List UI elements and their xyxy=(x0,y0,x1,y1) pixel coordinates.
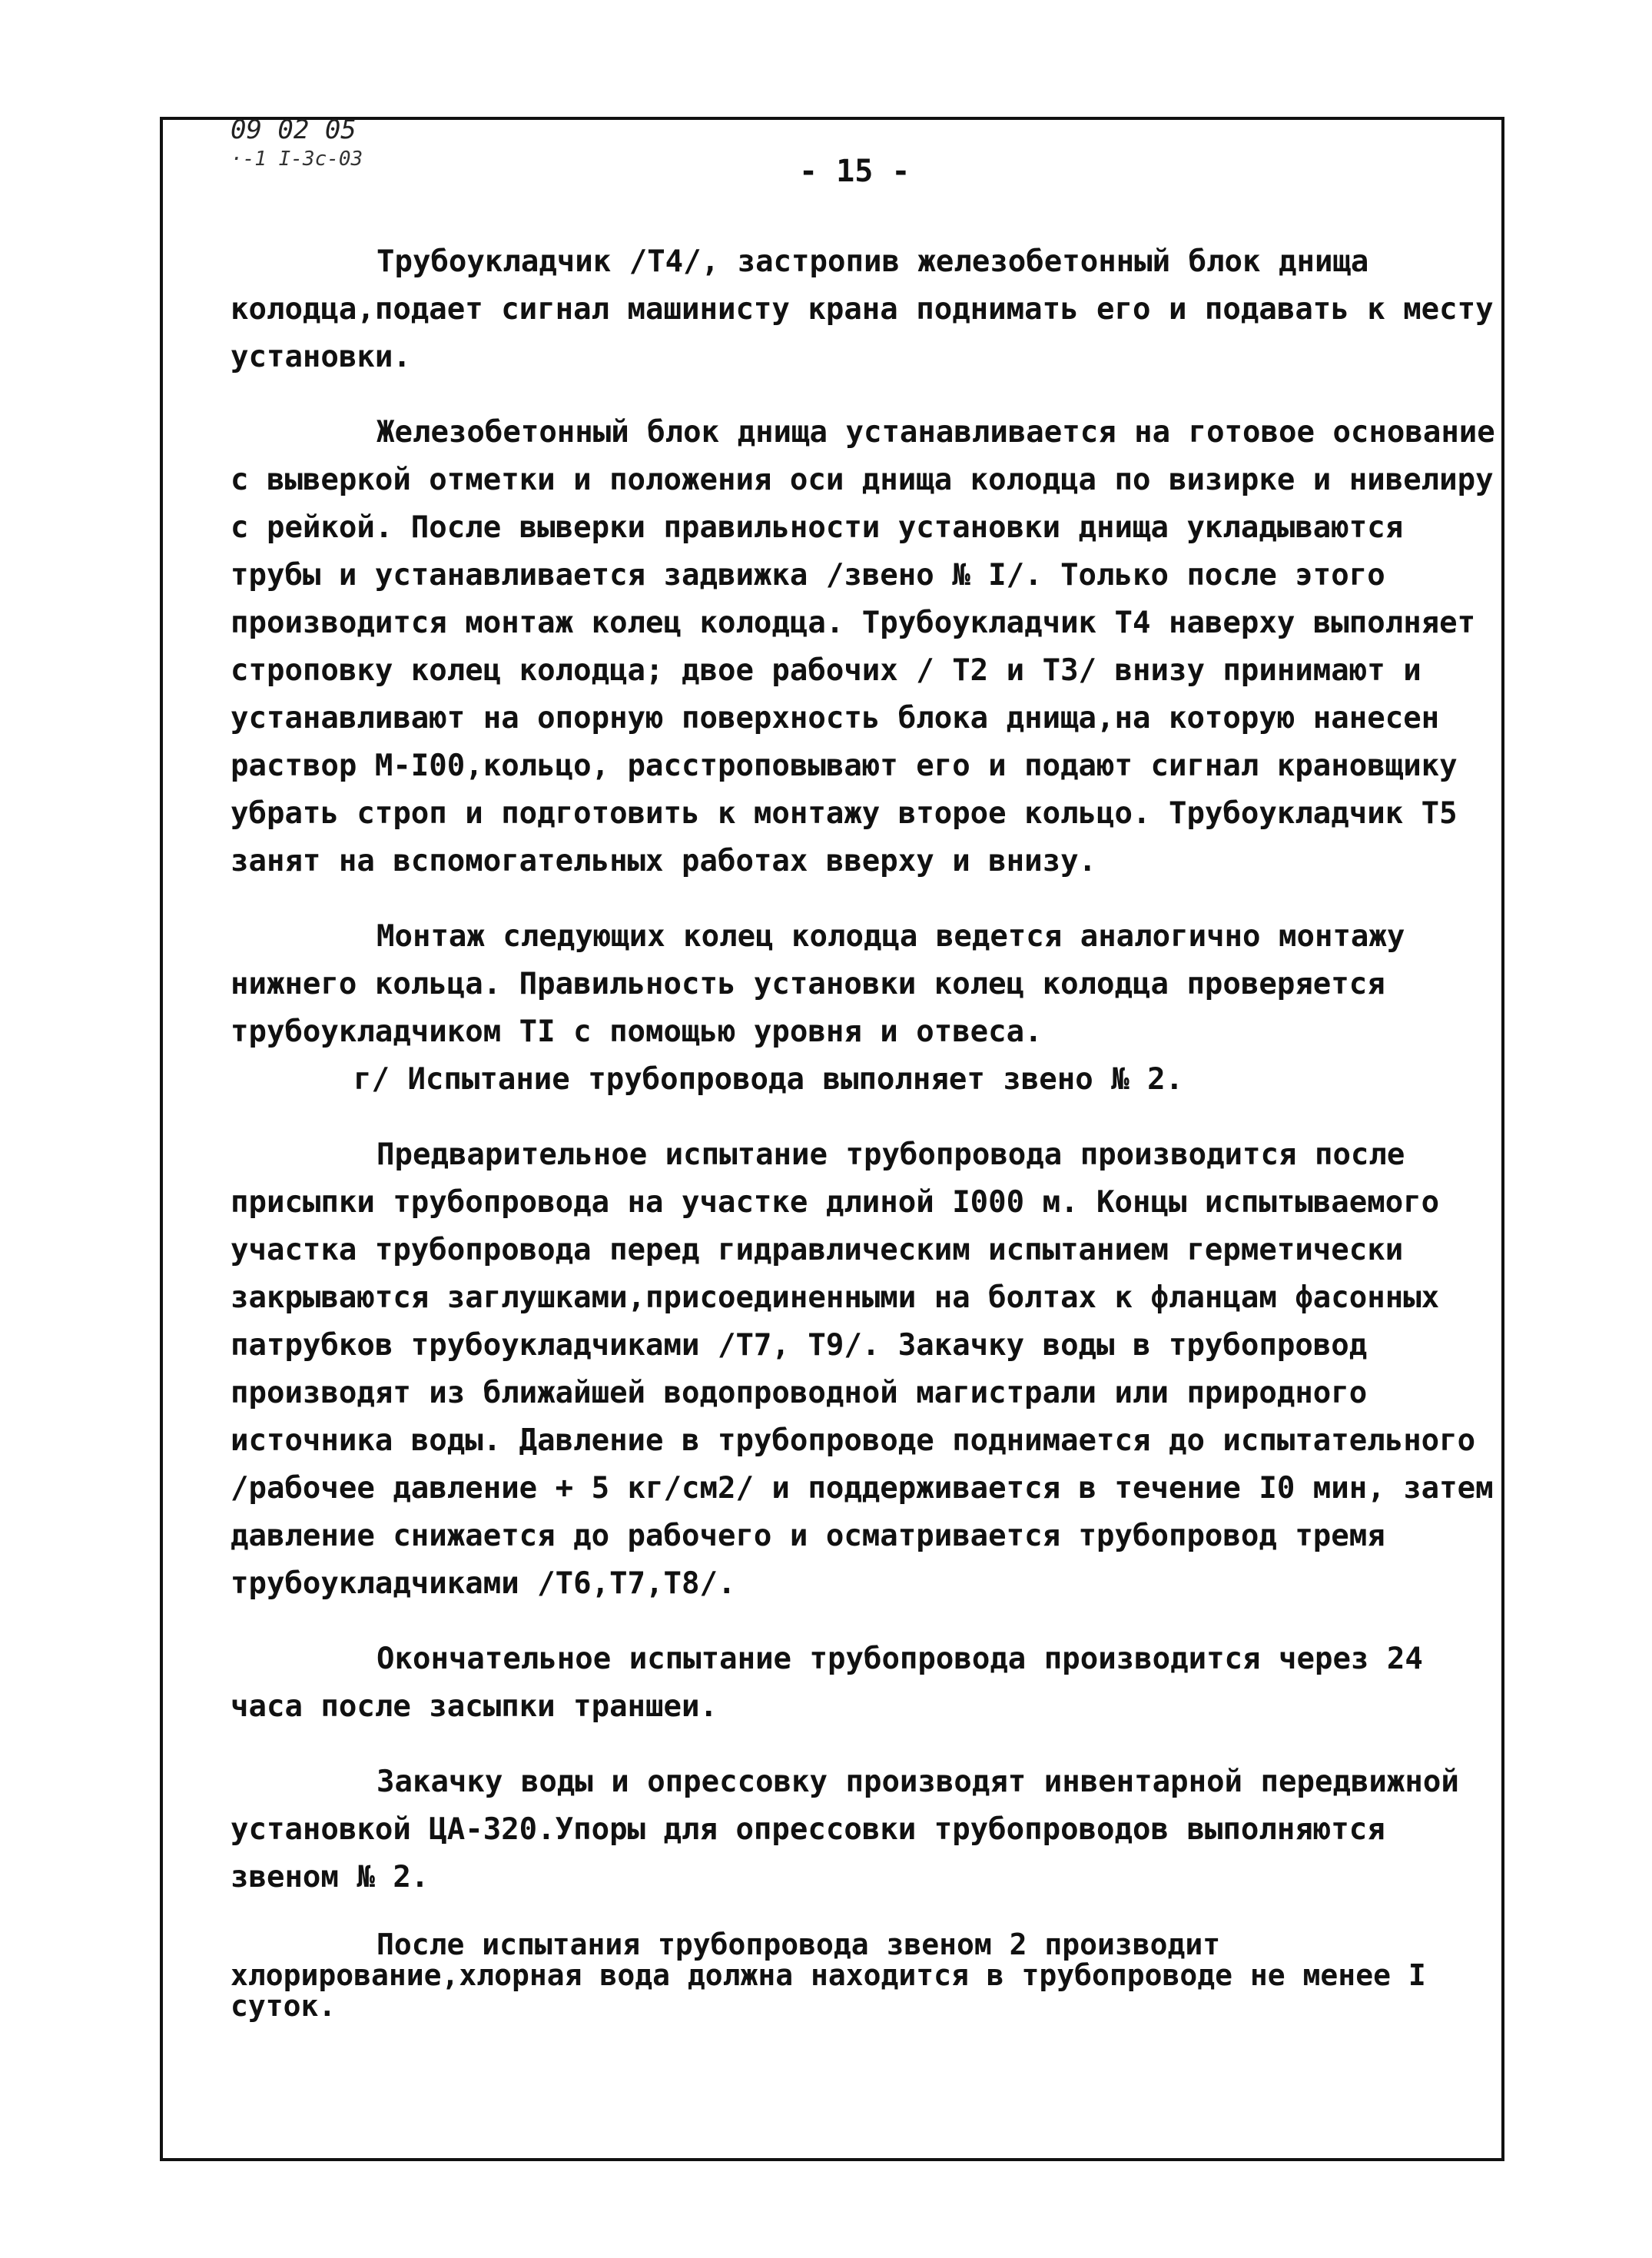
paragraph-7: После испытания трубопровода звеном 2 производит хлорирование,хлорная вода должна находится в трубопроводе не менее I суток. xyxy=(231,1928,1426,2023)
paragraph-1: Трубоукладчик /Т4/, застропив железобетонный блок днища колодца,подает сигнал машинисту крана поднимать его и подавать к месту установки. xyxy=(231,244,1494,374)
stamp-line-1: 09 02 05 xyxy=(231,115,357,145)
stamp-line-2: ·-1 І-Зс-0З xyxy=(231,148,363,171)
section-heading-g: г/ Испытание трубопровода выполняет звено № 2. xyxy=(353,1062,1184,1097)
paragraph-4: Предварительное испытание трубопровода производится после присыпки трубопровода на участке длиной I000 м. Концы испытываемого участка трубопровода перед гидравлическим испытанием герметически закрываются заглушками,присоединенными на болтах к фланцам фасонных патрубков трубоукладчиками /Т7, Т9/. Закачку воды в трубопровод производят из ближайшей водопроводной магистрали или природного источника воды. Давление в трубопроводе поднимается до испытательного /рабочее давление + 5 кг/см2/ и поддерживается в течение I0 мин, затем давление снижается до рабочего и осматривается трубопровод тремя трубоукладчиками /Т6,Т7,Т8/. xyxy=(231,1137,1494,1601)
paragraph-2: Железобетонный блок днища устанавливается на готовое основание с выверкой отметки и положения оси днища колодца по визирке и нивелиру с рейкой. После выверки правильности установки днища укладываются трубы и устанавливается задвижка /звено № I/. Только после этого производится монтаж колец колодца. Трубоукладчик Т4 наверху выполняет строповку колец колодца; двое рабочих / Т2 и Т3/ внизу принимают и устанавливают на опорную поверхность блока днища,на которую нанесен раствор М-I00,кольцо, расстроповывают его и подают сигнал крановщику убрать строп и подготовить к монтажу второе кольцо. Трубоукладчик Т5 занят на вспомогательных работах вверху и внизу. xyxy=(231,415,1495,878)
paragraph-3: Монтаж следующих колец колодца ведется аналогично монтажу нижнего кольца. Правильность установки колец колодца проверяется трубоукладчиком ТI с помощью уровня и отвеса. xyxy=(231,919,1405,1049)
archive-stamp xyxy=(231,115,363,174)
paragraph-5: Окончательное испытание трубопровода производится через 24 часа после засыпки траншеи. xyxy=(231,1642,1423,1724)
paragraph-6: Закачку воды и опрессовку производят инвентарной передвижной установкой ЦА-320.Упоры для опрессовки трубопроводов выполняются звеном № 2. xyxy=(231,1765,1459,1894)
page-number: - 15 - xyxy=(799,154,911,189)
document-body xyxy=(231,238,1506,2021)
